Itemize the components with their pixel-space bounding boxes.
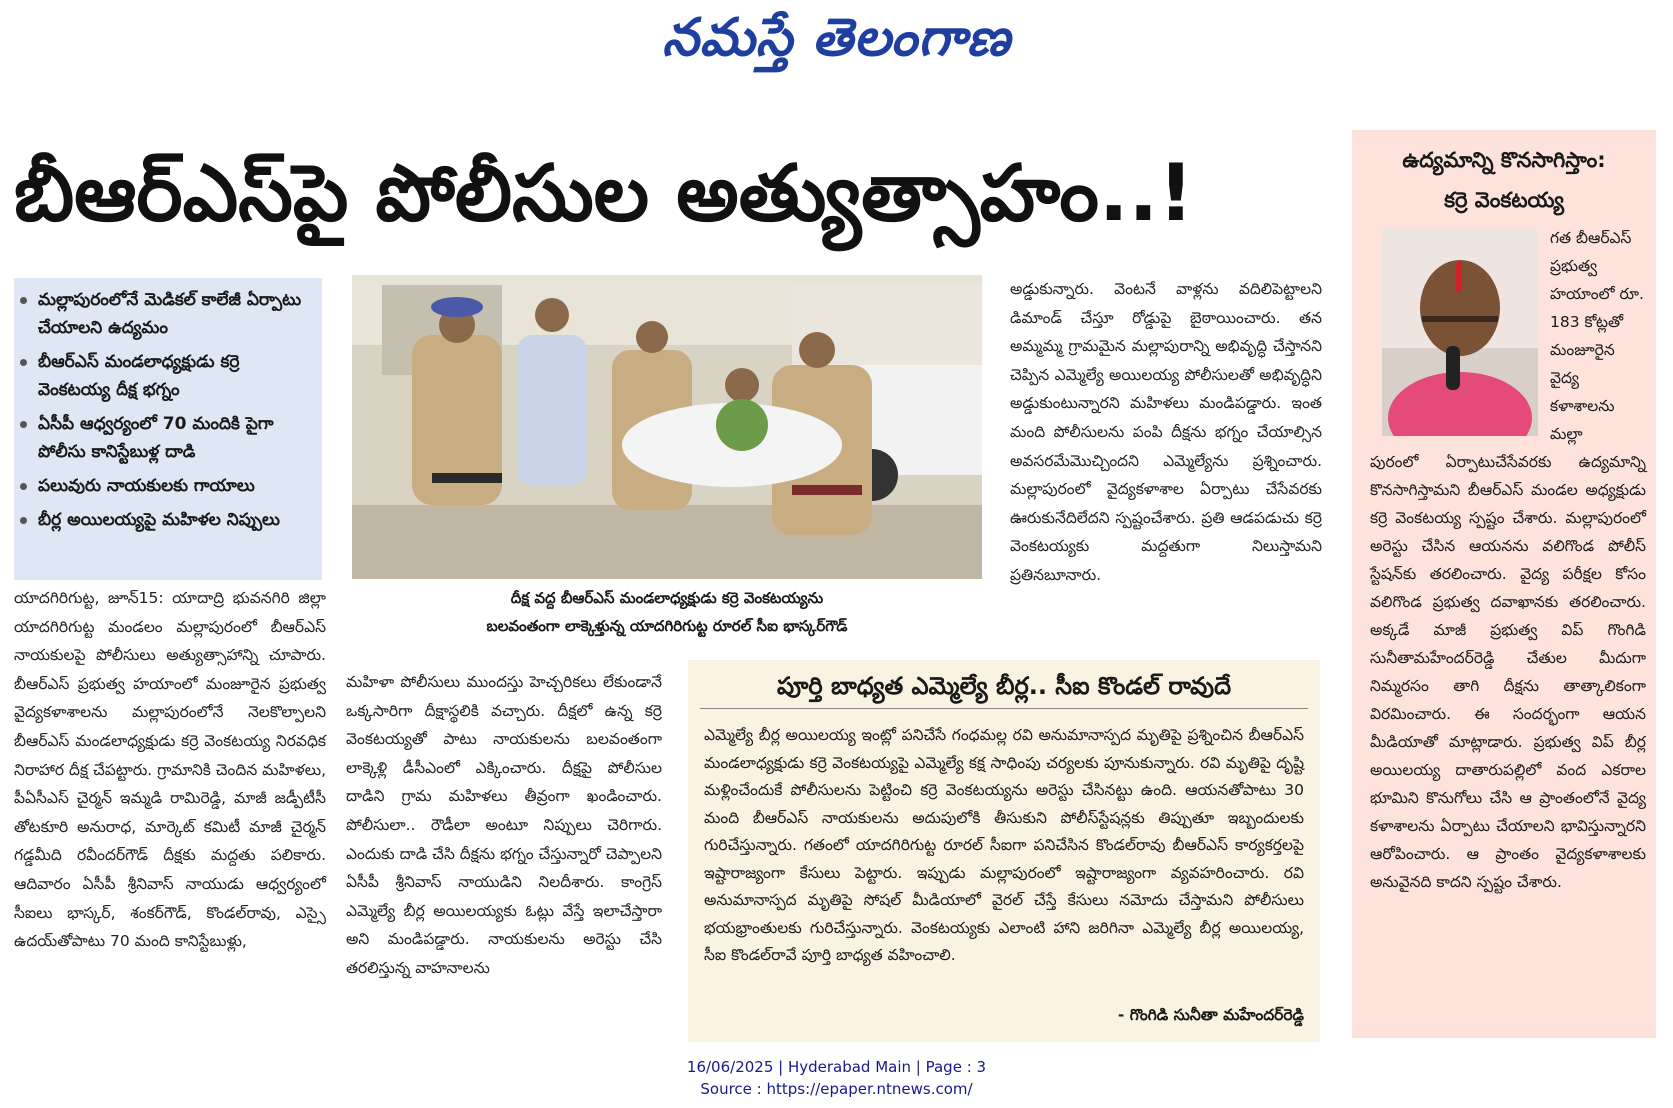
divider	[700, 708, 1308, 709]
bullet-icon	[20, 297, 27, 304]
police-arrest-photo-illustration	[352, 275, 982, 579]
caption-line: బలవంతంగా లాక్కెళ్తున్న యాదగిరిగుట్ట రూరల్ సీఐ భాస్కర్‌గౌడ్	[486, 617, 848, 635]
side-story-title	[1352, 140, 1656, 220]
highlight-text: మల్లాపురంలోనే మెడికల్ కాలేజీ ఏర్పాటు చేయాలని ఉద్యమం	[38, 290, 302, 338]
quote-box-body: ఎమ్మెల్యే బీర్ల అయిలయ్య ఇంట్లో పనిచేసే గంధమల్ల రవి అనుమానాస్పద మృతిపై ప్రశ్నించిన బీఆర్ఎస్ మండలాధ్యక్షుడు కర్రె వెంకటయ్యపై ఎమ్మెల్యే కక్ష సాధింపు చర్యలకు పూనుకున్నారు. రవి మృతిపై దృష్టి మళ్లించేందుకే పోలీసులను పెట్టించి కర్రె వెంకటయ్యను అరెస్టు చేసినట్టు ఉంది. ఆయనతోపాటు 30 మంది బీఆర్ఎస్ నాయకులను అదుపులోకి తీసుకుని పోలీస్‌స్టేషన్లకు తిప్పుతూ ఇబ్బందులకు గురిచేస్తున్నారు. గతంలో యాదగిరిగుట్ట రూరల్ సీఐగా పనిచేసిన కొండల్‌రావు బీఆర్ఎస్ కార్యకర్తలపై ఇష్టారాజ్యంగా కేసులు పెట్టారు. ఇప్పుడు మల్లాపురంలో ఇష్టారాజ్యంగా వ్యవహరించారు. రవి అనుమానాస్పద మృతిపై సోషల్ మీడియాలో వైరల్ చేస్తే కేసులు నమోదు చేస్తామని పోలీసులు భయభ్రాంతులకు గురిచేస్తున్నారు. వెంకటయ్యకు ఎలాంటి హాని జరిగినా ఎమ్మెల్యే బీర్ల అయిలయ్య, సీఐ కొండల్‌రావే పూర్తి బాధ్యత వహించాలి.	[704, 726, 1304, 964]
highlight-item	[20, 286, 316, 342]
highlight-text: బీర్ల అయిలయ్యపై మహిళల నిప్పులు	[38, 510, 280, 530]
photo-caption	[352, 584, 982, 640]
news-photo	[352, 275, 982, 579]
bullet-icon	[20, 483, 27, 490]
side-title-line: ఉద్యమాన్ని కొనసాగిస్తాం:	[1402, 148, 1606, 172]
caption-line: దీక్ష వద్ద బీఆర్ఎస్ మండలాధ్యక్షుడు కర్రె వెంకటయ్యను	[510, 589, 824, 607]
bullet-icon	[20, 517, 27, 524]
masthead-logo: నమస్తే తెలంగాణ	[662, 8, 1011, 68]
highlights-box	[14, 278, 322, 580]
headline: బీఆర్ఎస్‌పై పోలీసుల అత్యుత్సాహం..!	[14, 149, 1194, 239]
highlight-item	[20, 410, 316, 466]
portrait-photo	[1382, 228, 1538, 436]
highlight-text: ఏసీపీ ఆధ్వర్యంలో 70 మందికి పైగా పోలీసు కానిస్టేబుళ్ల దాడి	[38, 414, 274, 462]
quote-box-title: పూర్తి బాధ్యత ఎమ్మెల్యే బీర్ల.. సీఐ కొండల్ రావుదే	[776, 672, 1232, 700]
portrait-illustration	[1382, 228, 1538, 436]
article-column-3: అడ్డుకున్నారు. వెంటనే వాళ్లను వదిలిపెట్టాలని డిమాండ్ చేస్తూ రోడ్డుపై బైఠాయించారు. తన అమ్మమ్మ గ్రామమైన మల్లాపురాన్ని అభివృద్ధి చేస్తానని చెప్పిన ఎమ్మెల్యే అయిలయ్య పోలీసులతో అభివృద్ధిని అడ్డుకుంటున్నారని మహిళలు మండిపడ్డారు. ఇంత మంది పోలీసులను పంపి దీక్షను భగ్నం చేయాల్సిన అవసరమేమొచ్చిందని ఎమ్మెల్యేను ప్రశ్నించారు. మల్లాపురంలో వైద్యకళాశాల ఏర్పాటు చేసేవరకు ఊరుకునేదిలేదని స్పష్టంచేశారు. ప్రతి ఆడపడుచు కర్రె వెంకటయ్యకు మద్దతుగా నిలుస్తామని ప్రతినబూనారు.	[1010, 280, 1322, 584]
article-column-2: మహిళా పోలీసులు ముందస్తు హెచ్చరికలు లేకుండానే ఒక్కసారిగా దీక్షాస్థలికి వచ్చారు. దీక్షలో ఉన్న కర్రె వెంకటయ్యతో పాటు నాయకులను బలవంతంగా లాక్కెళ్లి డీసీఎంలో ఎక్కించారు. దీక్షపై పోలీసుల దాడిని గ్రామ మహిళలు తీవ్రంగా ఖండించారు. పోలీసులా.. రౌడీలా అంటూ నిప్పులు చెరిగారు. ఎందుకు దాడి చేసి దీక్షను భగ్నం చేస్తున్నారో చెప్పాలని ఏసీపీ శ్రీనివాస్ నాయుడిని నిలదీశారు. కాంగ్రెస్ ఎమ్మెల్యే బీర్ల అయిలయ్యకు ఓట్లు వేస్తే ఇలాచేస్తారా అని మండిపడ్డారు. నాయకులను అరెస్టు చేసి తరలిస్తున్న వాహనాలను	[346, 673, 662, 977]
highlight-item	[20, 472, 316, 500]
side-title-line: కర్రె వెంకటయ్య	[1444, 188, 1564, 212]
highlight-text: బీఆర్ఎస్ మండలాధ్యక్షుడు కర్రె వెంకటయ్య దీక్ష భగ్నం	[38, 352, 240, 400]
footer-dateline: 16/06/2025 | Hyderabad Main | Page : 3	[686, 1058, 987, 1076]
quote-box-signature: - గొంగిడి సునీతా మహేందర్‌రెడ్డి	[1117, 1006, 1304, 1024]
article-column-1: యాదగిరిగుట్ట, జూన్15: యాదాద్రి భువనగిరి జిల్లా యాదగిరిగుట్ట మండలం మల్లాపురంలో బీఆర్ఎస్ నాయకులపై పోలీసులు అత్యుత్సాహాన్ని చూపారు. బీఆర్ఎస్ ప్రభుత్వ హయాంలో మంజూరైన ప్రభుత్వ వైద్యకళాశాలను మల్లాపురంలోనే నెలకొల్పాలని బీఆర్ఎస్ మండలాధ్యక్షుడు కర్రె వెంకటయ్య నిరవధిక నిరాహార దీక్ష చేపట్టారు. గ్రామానికి చెందిన మహిళలు, పీఏసీఎస్ చైర్మన్ ఇమ్మడి రామిరెడ్డి, మాజీ జడ్పీటీసీ తోటకూరి అనురాధ, మార్కెట్ కమిటీ మాజీ చైర్మన్ గడ్డమీది రవీందర్‌గౌడ్ దీక్షకు మద్దతు పలికారు. ఆదివారం ఏసీపీ శ్రీనివాస్ నాయుడు ఆధ్వర్యంలో సీఐలు భాస్కర్, శంకర్‌గౌడ్, కొండల్‌రావు, ఎస్సై ఉదయ్‌తోపాటు 70 మంది కానిస్టేబుళ్లు,	[14, 589, 327, 951]
side-story-intro: గత బీఆర్ఎస్ ప్రభుత్వ హయాంలో రూ. 183 కోట్లతో మంజూరైన వైద్య కళాశాలను మల్లా	[1550, 229, 1644, 443]
highlight-item	[20, 348, 316, 404]
footer-source: Source : https://epaper.ntnews.com/	[700, 1080, 973, 1098]
bullet-icon	[20, 359, 27, 366]
bullet-icon	[20, 421, 27, 428]
highlight-text: పలువురు నాయకులకు గాయాలు	[38, 476, 255, 496]
highlight-item	[20, 506, 316, 534]
side-story-body: పురంలో ఏర్పాటుచేసేవరకు ఉద్యమాన్ని కొనసాగిస్తామని బీఆర్ఎస్ మండల అధ్యక్షుడు కర్రె వెంకటయ్య స్పష్టం చేశారు. మల్లాపురంలో అరెస్టు చేసిన ఆయనను వలిగొండ పోలీస్ స్టేషన్‌కు తరలించారు. వైద్య పరీక్షల కోసం వలిగొండ ప్రభుత్వ దవాఖానకు తరలించారు. అక్కడే మాజీ ప్రభుత్వ విప్ గొంగిడి సునీతామహేందర్‌రెడ్డి చేతుల మీదుగా నిమ్మరసం తాగి దీక్షను తాత్కాలికంగా విరమించారు. ఈ సందర్భంగా ఆయన మీడియాతో మాట్లాడారు. ప్రభుత్వ విప్ బీర్ల అయిలయ్య దాతారుపల్లిలో వంద ఎకరాల భూమిని కొనుగోలు చేసి ఆ ప్రాంతంలోనే వైద్య కళాశాలను ఏర్పాటు చేయాలని భావిస్తున్నారని ఆరోపించారు. ఆ ప్రాంతం వైద్యకళాశాలకు అనువైనది కాదని స్పష్టం చేశారు.	[1370, 453, 1646, 891]
